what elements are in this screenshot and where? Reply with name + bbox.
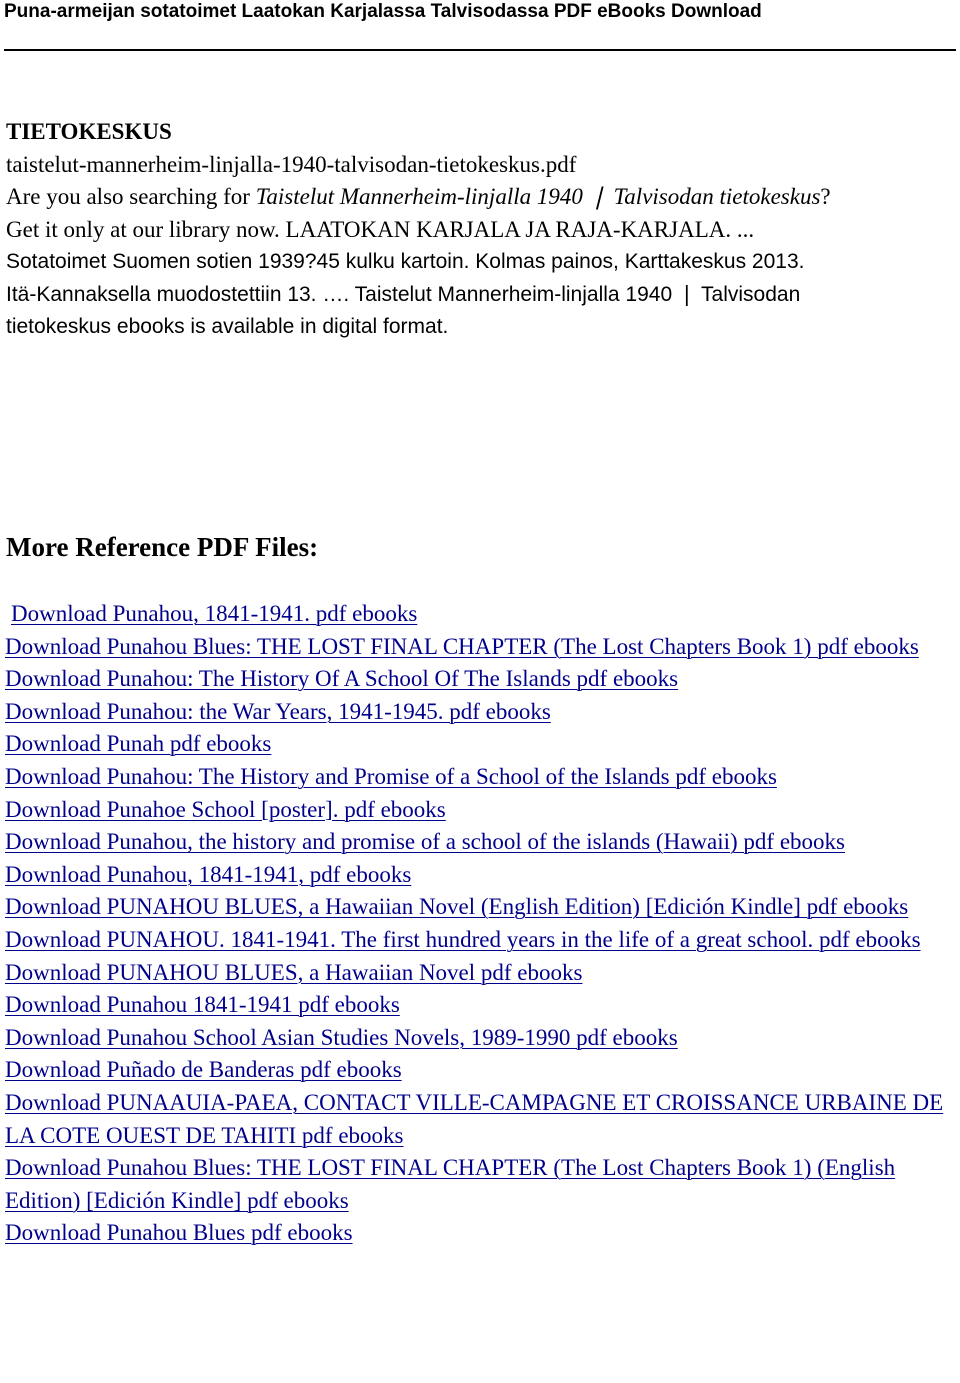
page-title: Puna-armeijan sotatoimet Laatokan Karjalassa Talvisodassa PDF eBooks Download	[4, 1, 762, 22]
intro-heading: TIETOKESKUS	[6, 119, 172, 144]
reference-link[interactable]: Download Puñado de Banderas pdf ebooks	[5, 1057, 402, 1083]
reference-link[interactable]: Download PUNAHOU BLUES, a Hawaiian Novel pdf ebooks	[5, 959, 583, 985]
reference-link[interactable]: Download Punahou Blues pdf ebooks	[5, 1220, 353, 1246]
intro-line-6: tietokeskus ebooks is available in digital format.	[6, 315, 449, 338]
intro-line-3: Get it only at our library now. LAATOKAN KARJALA JA RAJA-KARJALA. ...	[6, 216, 755, 242]
reference-link[interactable]: Download Punahou 1841-1941 pdf ebooks	[5, 992, 400, 1018]
intro-line-5: Itä-Kannaksella muodostettiin 13. …. Taistelut Mannerheim-linjalla 1940 ❘ Talvisodan	[6, 282, 801, 306]
section-title: More Reference PDF Files:	[6, 532, 319, 562]
reference-link[interactable]: Download Punah pdf ebooks	[5, 731, 272, 757]
search-suffix: ?	[820, 184, 831, 209]
search-title: Taistelut Mannerheim-linjalla 1940 ❘ Talvisodan tietokeskus	[255, 184, 821, 209]
reference-link[interactable]: Download Punahoe School [poster]. pdf ebooks	[5, 796, 446, 822]
intro-text	[6, 116, 946, 344]
reference-link[interactable]: Download Punahou: The History and Promise of a School of the Islands pdf ebooks	[5, 763, 777, 789]
intro-line-4: Sotatoimet Suomen sotien 1939?45 kulku kartoin. Kolmas painos, Karttakeskus 2013.	[6, 250, 805, 273]
intro-filename: taistelut-mannerheim-linjalla-1940-talvisodan-tietokeskus.pdf	[6, 151, 577, 177]
reference-links-list	[5, 598, 950, 1250]
intro-search-line	[6, 181, 946, 214]
reference-link[interactable]: Download PUNAHOU. 1841-1941. The first hundred years in the life of a great school. pdf ebooks	[5, 926, 921, 952]
reference-link[interactable]: Download Punahou, 1841-1941, pdf ebooks	[5, 861, 412, 887]
reference-link[interactable]: Download Punahou, the history and promise of a school of the islands (Hawaii) pdf ebooks	[5, 829, 845, 855]
reference-link[interactable]: Download PUNAAUIA-PAEA, CONTACT VILLE-CAMPAGNE ET CROISSANCE URBAINE DE LA COTE OUEST DE TAHITI pdf ebooks	[5, 1089, 944, 1148]
reference-link[interactable]: Download PUNAHOU BLUES, a Hawaiian Novel (English Edition) [Edición Kindle] pdf ebooks	[5, 894, 909, 920]
reference-link[interactable]: Download Punahou Blues: THE LOST FINAL CHAPTER (The Lost Chapters Book 1) (English Edition) [Edición Kindle] pdf ebooks	[5, 1155, 896, 1213]
header-divider	[4, 49, 956, 51]
reference-link[interactable]: Download Punahou School Asian Studies Novels, 1989-1990 pdf ebooks	[5, 1024, 678, 1050]
reference-link[interactable]: Download Punahou, 1841-1941. pdf ebooks	[11, 601, 418, 626]
reference-link[interactable]: Download Punahou Blues: THE LOST FINAL CHAPTER (The Lost Chapters Book 1) pdf ebooks	[5, 633, 919, 659]
reference-link[interactable]: Download Punahou: the War Years, 1941-1945. pdf ebooks	[5, 698, 551, 724]
page-header	[4, 0, 956, 30]
search-prefix: Are you also searching for	[6, 184, 256, 209]
reference-link[interactable]: Download Punahou: The History Of A School Of The Islands pdf ebooks	[5, 666, 679, 692]
